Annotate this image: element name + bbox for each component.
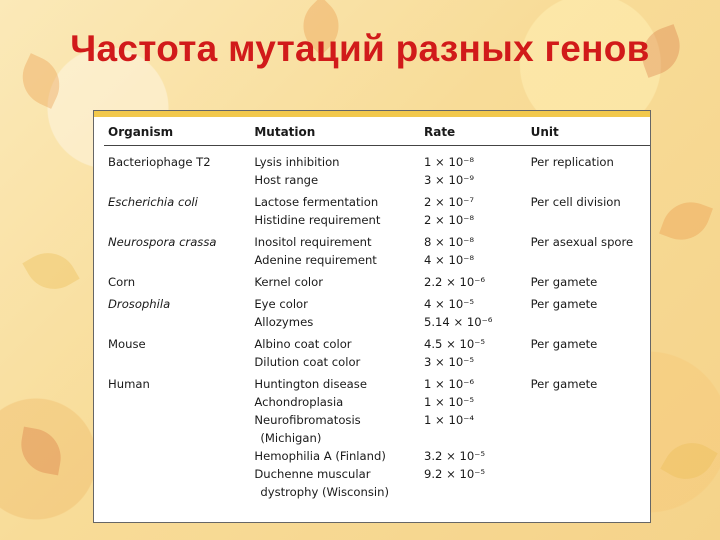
header-unit: Unit (531, 125, 650, 146)
table-row (104, 269, 650, 291)
table-row (104, 146, 650, 190)
mutation-cell (254, 371, 424, 501)
mutation-line: Host range (254, 173, 319, 187)
mutation-cell (254, 189, 424, 229)
mutation-line: Achondroplasia (254, 395, 344, 409)
rate-line: 1 × 10⁻⁴ (423, 413, 474, 427)
table-row (104, 189, 650, 229)
unit-cell: Per gamete (530, 337, 598, 351)
rate-cell (424, 331, 531, 371)
rate-line: 4 × 10⁻⁸ (423, 253, 474, 267)
rate-line: 8 × 10⁻⁸ (423, 235, 474, 249)
rate-cell (424, 291, 531, 331)
rate-line: 9.2 × 10⁻⁵ (423, 467, 486, 481)
organism-cell: Mouse (108, 337, 146, 351)
rate-cell (424, 189, 531, 229)
rate-line: 5.14 × 10⁻⁶ (423, 315, 493, 329)
rate-line: 3 × 10⁻⁵ (423, 355, 474, 369)
rate-line: 1 × 10⁻⁸ (423, 155, 474, 169)
organism-cell: Bacteriophage T2 (108, 155, 211, 169)
table-header-row (104, 125, 650, 146)
header-rate: Rate (424, 125, 531, 146)
table-body (104, 146, 650, 502)
mutation-line: Eye color (254, 297, 308, 311)
rate-line: 3.2 × 10⁻⁵ (423, 449, 486, 463)
unit-cell: Per replication (530, 155, 614, 169)
mutation-line: Neurofibromatosis (254, 413, 361, 427)
mutation-line: Duchenne muscular (254, 467, 371, 481)
rate-line: 4 × 10⁻⁵ (423, 297, 474, 311)
rate-cell (424, 371, 531, 501)
leaf-decoration (660, 432, 717, 489)
mutation-line: (Michigan) (260, 431, 322, 445)
rate-line: 4.5 × 10⁻⁵ (423, 337, 486, 351)
mutation-line: Lysis inhibition (254, 155, 340, 169)
mutation-line: Inositol requirement (254, 235, 372, 249)
unit-cell: Per cell division (530, 195, 621, 209)
table-row (104, 331, 650, 371)
header-organism: Organism (104, 125, 254, 146)
mutation-rate-table (104, 125, 650, 501)
leaf-decoration (17, 427, 66, 476)
rate-line: 2.2 × 10⁻⁶ (423, 275, 486, 289)
rate-line (424, 429, 531, 447)
table-row (104, 291, 650, 331)
leaf-decoration (659, 194, 713, 248)
header-mutation: Mutation (254, 125, 424, 146)
slide-title: Частота мутаций разных генов (70, 28, 650, 69)
mutation-line: Allozymes (254, 315, 314, 329)
unit-cell: Per asexual spore (530, 235, 634, 249)
mutation-line: Dilution coat color (254, 355, 361, 369)
organism-cell: Corn (108, 275, 136, 289)
mutation-line: Kernel color (254, 275, 324, 289)
rate-line (424, 483, 531, 501)
rate-line: 2 × 10⁻⁷ (423, 195, 474, 209)
rate-cell (424, 146, 531, 190)
mutation-line: Huntington disease (254, 377, 367, 391)
rate-line: 2 × 10⁻⁸ (423, 213, 474, 227)
mutation-line: Albino coat color (254, 337, 352, 351)
rate-line: 3 × 10⁻⁹ (423, 173, 474, 187)
table-top-bar (94, 111, 650, 117)
unit-cell: Per gamete (530, 377, 598, 391)
mutation-cell (254, 146, 424, 190)
table-row (104, 229, 650, 269)
mutation-rate-table-card (93, 110, 651, 523)
mutation-line: Hemophilia A (Finland) (254, 449, 386, 463)
unit-cell: Per gamete (530, 275, 598, 289)
rate-cell (424, 229, 531, 269)
mutation-line: Adenine requirement (254, 253, 377, 267)
mutation-cell (254, 229, 424, 269)
rate-line: 1 × 10⁻⁶ (423, 377, 474, 391)
rate-cell (424, 269, 531, 291)
mutation-cell (254, 291, 424, 331)
mutation-line: Histidine requirement (254, 213, 381, 227)
table-row (104, 371, 650, 501)
mutation-line: dystrophy (Wisconsin) (260, 485, 389, 499)
organism-cell: Human (108, 377, 150, 391)
rate-line: 1 × 10⁻⁵ (423, 395, 474, 409)
organism-cell: Neurospora crassa (108, 235, 217, 249)
mutation-cell (254, 331, 424, 371)
mutation-cell (254, 269, 424, 291)
leaf-decoration (22, 242, 79, 299)
organism-cell: Escherichia coli (108, 195, 198, 209)
mutation-line: Lactose fermentation (254, 195, 379, 209)
unit-cell: Per gamete (530, 297, 598, 311)
organism-cell: Drosophila (108, 297, 171, 311)
